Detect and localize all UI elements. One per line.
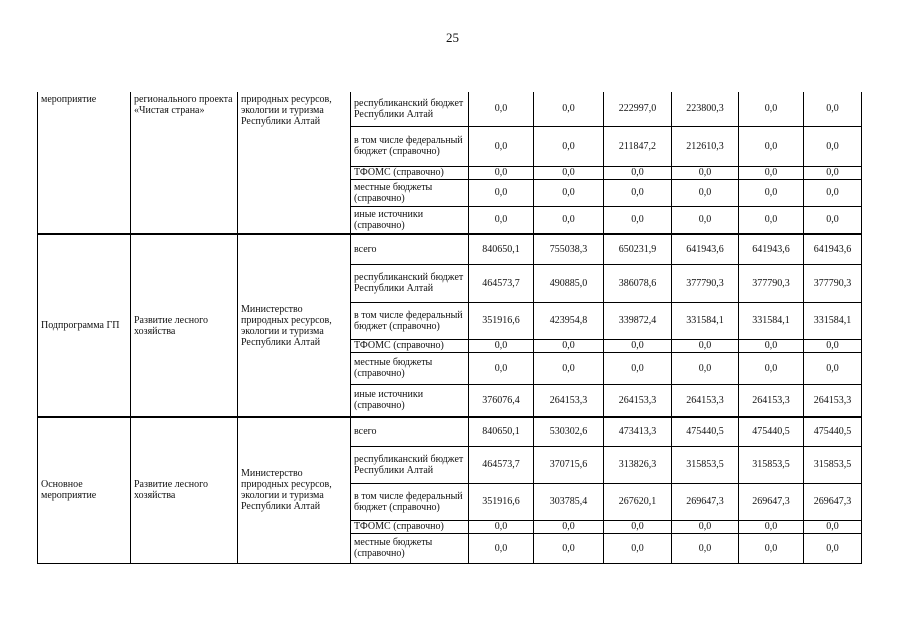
value-cell: 267620,1	[604, 483, 672, 520]
value-cell: 0,0	[604, 166, 672, 179]
value-cell: 0,0	[672, 179, 739, 206]
value-cell: 377790,3	[672, 264, 739, 302]
value-cell: 0,0	[469, 339, 534, 352]
page-number: 25	[446, 30, 459, 45]
value-cell: 315853,5	[739, 446, 804, 483]
value-cell: 0,0	[672, 166, 739, 179]
value-cell: 0,0	[604, 339, 672, 352]
table-row	[38, 92, 862, 126]
value-cell: 464573,7	[469, 264, 534, 302]
value-cell: 0,0	[534, 352, 604, 384]
value-cell: 840650,1	[469, 234, 534, 264]
funding-source-cell: ТФОМС (справочно)	[351, 339, 469, 352]
value-cell: 0,0	[469, 92, 534, 126]
value-cell: 0,0	[739, 352, 804, 384]
event-type-cell: Подпрограмма ГП	[38, 234, 131, 417]
funding-source-cell: республиканский бюджет Республики Алтай	[351, 92, 469, 126]
table-row	[38, 417, 862, 446]
value-cell: 475440,5	[739, 417, 804, 446]
value-cell: 212610,3	[672, 126, 739, 166]
responsible-executor-cell: природных ресурсов, экологии и туризма Республики Алтай	[238, 92, 351, 234]
funding-source-cell: в том числе федеральный бюджет (справочно)	[351, 483, 469, 520]
value-cell: 0,0	[534, 533, 604, 563]
funding-source-cell: республиканский бюджет Республики Алтай	[351, 446, 469, 483]
value-cell: 0,0	[804, 339, 862, 352]
value-cell: 0,0	[534, 179, 604, 206]
value-cell: 0,0	[739, 533, 804, 563]
value-cell: 0,0	[534, 92, 604, 126]
value-cell: 0,0	[672, 533, 739, 563]
value-cell: 269647,3	[672, 483, 739, 520]
value-cell: 0,0	[739, 92, 804, 126]
value-cell: 0,0	[469, 206, 534, 234]
value-cell: 264153,3	[604, 384, 672, 417]
value-cell: 313826,3	[604, 446, 672, 483]
value-cell: 641943,6	[804, 234, 862, 264]
value-cell: 0,0	[804, 179, 862, 206]
value-cell: 0,0	[469, 179, 534, 206]
value-cell: 840650,1	[469, 417, 534, 446]
event-name-cell: Развитие лесного хозяйства	[131, 417, 238, 563]
funding-source-cell: в том числе федеральный бюджет (справочно)	[351, 126, 469, 166]
value-cell: 351916,6	[469, 302, 534, 339]
value-cell: 490885,0	[534, 264, 604, 302]
event-type-cell: мероприятие	[38, 92, 131, 234]
funding-source-cell: в том числе федеральный бюджет (справочно)	[351, 302, 469, 339]
value-cell: 0,0	[804, 166, 862, 179]
funding-source-cell: местные бюджеты (справочно)	[351, 179, 469, 206]
value-cell: 0,0	[604, 179, 672, 206]
funding-source-cell: республиканский бюджет Республики Алтай	[351, 264, 469, 302]
value-cell: 269647,3	[739, 483, 804, 520]
value-cell: 211847,2	[604, 126, 672, 166]
value-cell: 423954,8	[534, 302, 604, 339]
value-cell: 0,0	[804, 533, 862, 563]
value-cell: 339872,4	[604, 302, 672, 339]
value-cell: 0,0	[604, 206, 672, 234]
value-cell: 0,0	[739, 520, 804, 533]
value-cell: 0,0	[534, 520, 604, 533]
value-cell: 0,0	[604, 352, 672, 384]
value-cell: 0,0	[534, 166, 604, 179]
value-cell: 315853,5	[804, 446, 862, 483]
value-cell: 0,0	[469, 533, 534, 563]
value-cell: 0,0	[804, 92, 862, 126]
funding-source-cell: всего	[351, 234, 469, 264]
event-type-cell: Основное мероприятие	[38, 417, 131, 563]
funding-source-cell: всего	[351, 417, 469, 446]
value-cell: 475440,5	[672, 417, 739, 446]
value-cell: 0,0	[469, 352, 534, 384]
value-cell: 269647,3	[804, 483, 862, 520]
value-cell: 0,0	[469, 166, 534, 179]
value-cell: 473413,3	[604, 417, 672, 446]
value-cell: 264153,3	[739, 384, 804, 417]
value-cell: 264153,3	[534, 384, 604, 417]
value-cell: 264153,3	[804, 384, 862, 417]
value-cell: 0,0	[469, 126, 534, 166]
value-cell: 464573,7	[469, 446, 534, 483]
funding-source-cell: иные источники (справочно)	[351, 384, 469, 417]
value-cell: 0,0	[804, 206, 862, 234]
funding-source-cell: ТФОМС (справочно)	[351, 520, 469, 533]
value-cell: 264153,3	[672, 384, 739, 417]
funding-source-cell: иные источники (справочно)	[351, 206, 469, 234]
event-name-cell: регионального проекта «Чистая страна»	[131, 92, 238, 234]
value-cell: 370715,6	[534, 446, 604, 483]
value-cell: 331584,1	[804, 302, 862, 339]
value-cell: 0,0	[804, 352, 862, 384]
value-cell: 0,0	[739, 339, 804, 352]
value-cell: 331584,1	[672, 302, 739, 339]
value-cell: 0,0	[739, 179, 804, 206]
value-cell: 0,0	[804, 520, 862, 533]
value-cell: 641943,6	[672, 234, 739, 264]
value-cell: 0,0	[804, 126, 862, 166]
value-cell: 386078,6	[604, 264, 672, 302]
value-cell: 0,0	[604, 533, 672, 563]
responsible-executor-cell: Министерство природных ресурсов, экологии и туризма Республики Алтай	[238, 234, 351, 417]
value-cell: 351916,6	[469, 483, 534, 520]
funding-source-cell: ТФОМС (справочно)	[351, 166, 469, 179]
financing-table	[37, 92, 862, 564]
responsible-executor-cell: Министерство природных ресурсов, экологии и туризма Республики Алтай	[238, 417, 351, 563]
table-row	[38, 234, 862, 264]
value-cell: 377790,3	[739, 264, 804, 302]
value-cell: 315853,5	[672, 446, 739, 483]
value-cell: 0,0	[739, 206, 804, 234]
value-cell: 0,0	[739, 126, 804, 166]
funding-source-cell: местные бюджеты (справочно)	[351, 533, 469, 563]
value-cell: 303785,4	[534, 483, 604, 520]
funding-source-cell: местные бюджеты (справочно)	[351, 352, 469, 384]
value-cell: 0,0	[672, 352, 739, 384]
value-cell: 0,0	[672, 339, 739, 352]
value-cell: 650231,9	[604, 234, 672, 264]
value-cell: 0,0	[604, 520, 672, 533]
value-cell: 331584,1	[739, 302, 804, 339]
value-cell: 0,0	[469, 520, 534, 533]
value-cell: 530302,6	[534, 417, 604, 446]
value-cell: 0,0	[672, 206, 739, 234]
value-cell: 222997,0	[604, 92, 672, 126]
value-cell: 377790,3	[804, 264, 862, 302]
value-cell: 376076,4	[469, 384, 534, 417]
value-cell: 0,0	[739, 166, 804, 179]
value-cell: 475440,5	[804, 417, 862, 446]
value-cell: 755038,3	[534, 234, 604, 264]
value-cell: 0,0	[534, 206, 604, 234]
value-cell: 0,0	[534, 126, 604, 166]
event-name-cell: Развитие лесного хозяйства	[131, 234, 238, 417]
value-cell: 223800,3	[672, 92, 739, 126]
value-cell: 641943,6	[739, 234, 804, 264]
value-cell: 0,0	[534, 339, 604, 352]
value-cell: 0,0	[672, 520, 739, 533]
